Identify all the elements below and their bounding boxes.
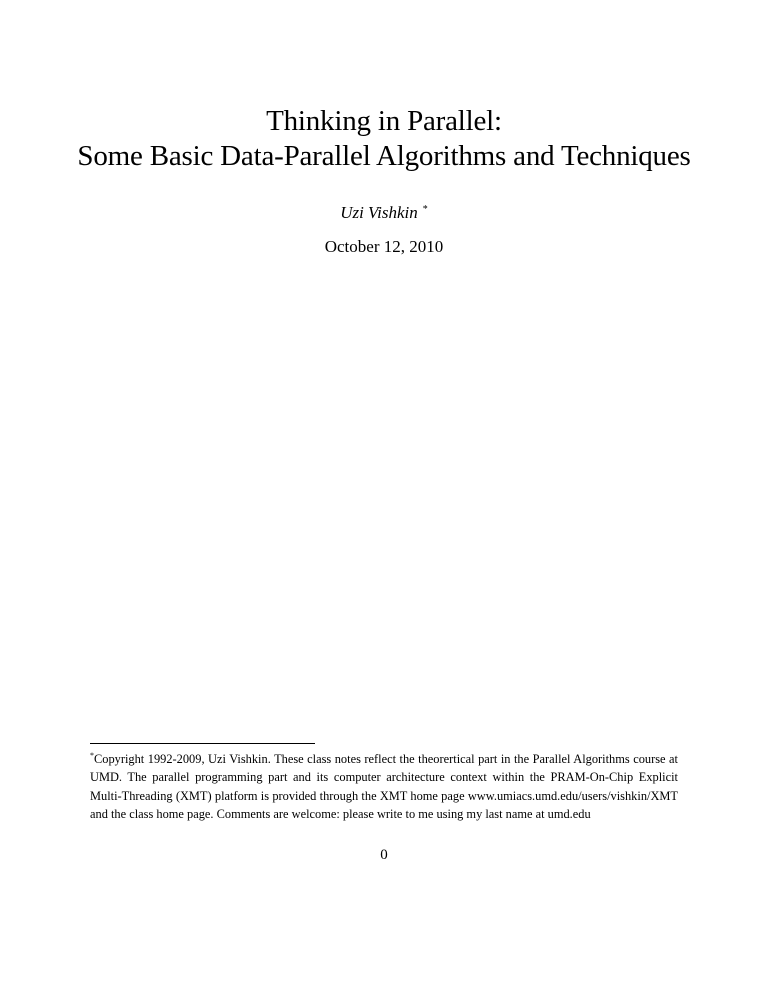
- author-line: [0, 200, 768, 223]
- footnote-mark: *: [90, 751, 94, 760]
- footnote: [90, 747, 678, 824]
- title-line-2: Some Basic Data-Parallel Algorithms and Techniques: [77, 140, 691, 172]
- document-title: [0, 104, 768, 174]
- title-line-1: Thinking in Parallel:: [266, 105, 502, 137]
- document-date: October 12, 2010: [324, 237, 444, 256]
- footnote-divider: [90, 743, 315, 744]
- author-footnote-mark: *: [422, 204, 428, 215]
- page-number: 0: [380, 847, 388, 863]
- footnote-text: Copyright 1992-2009, Uzi Vishkin. These class notes reflect the theorertical part in the Parallel Algorithms course at UMD. The parallel programming part and its computer architecture context within the PRAM-On-Chip Explicit Multi-Threading (XMT) platform is provided through the XMT home page www.umiacs.umd.edu/users/vishkin/XMT and the class home page. Comments are welcome: please write to me using my last name at umd.edu: [90, 752, 678, 822]
- author-name: Uzi Vishkin: [340, 203, 418, 222]
